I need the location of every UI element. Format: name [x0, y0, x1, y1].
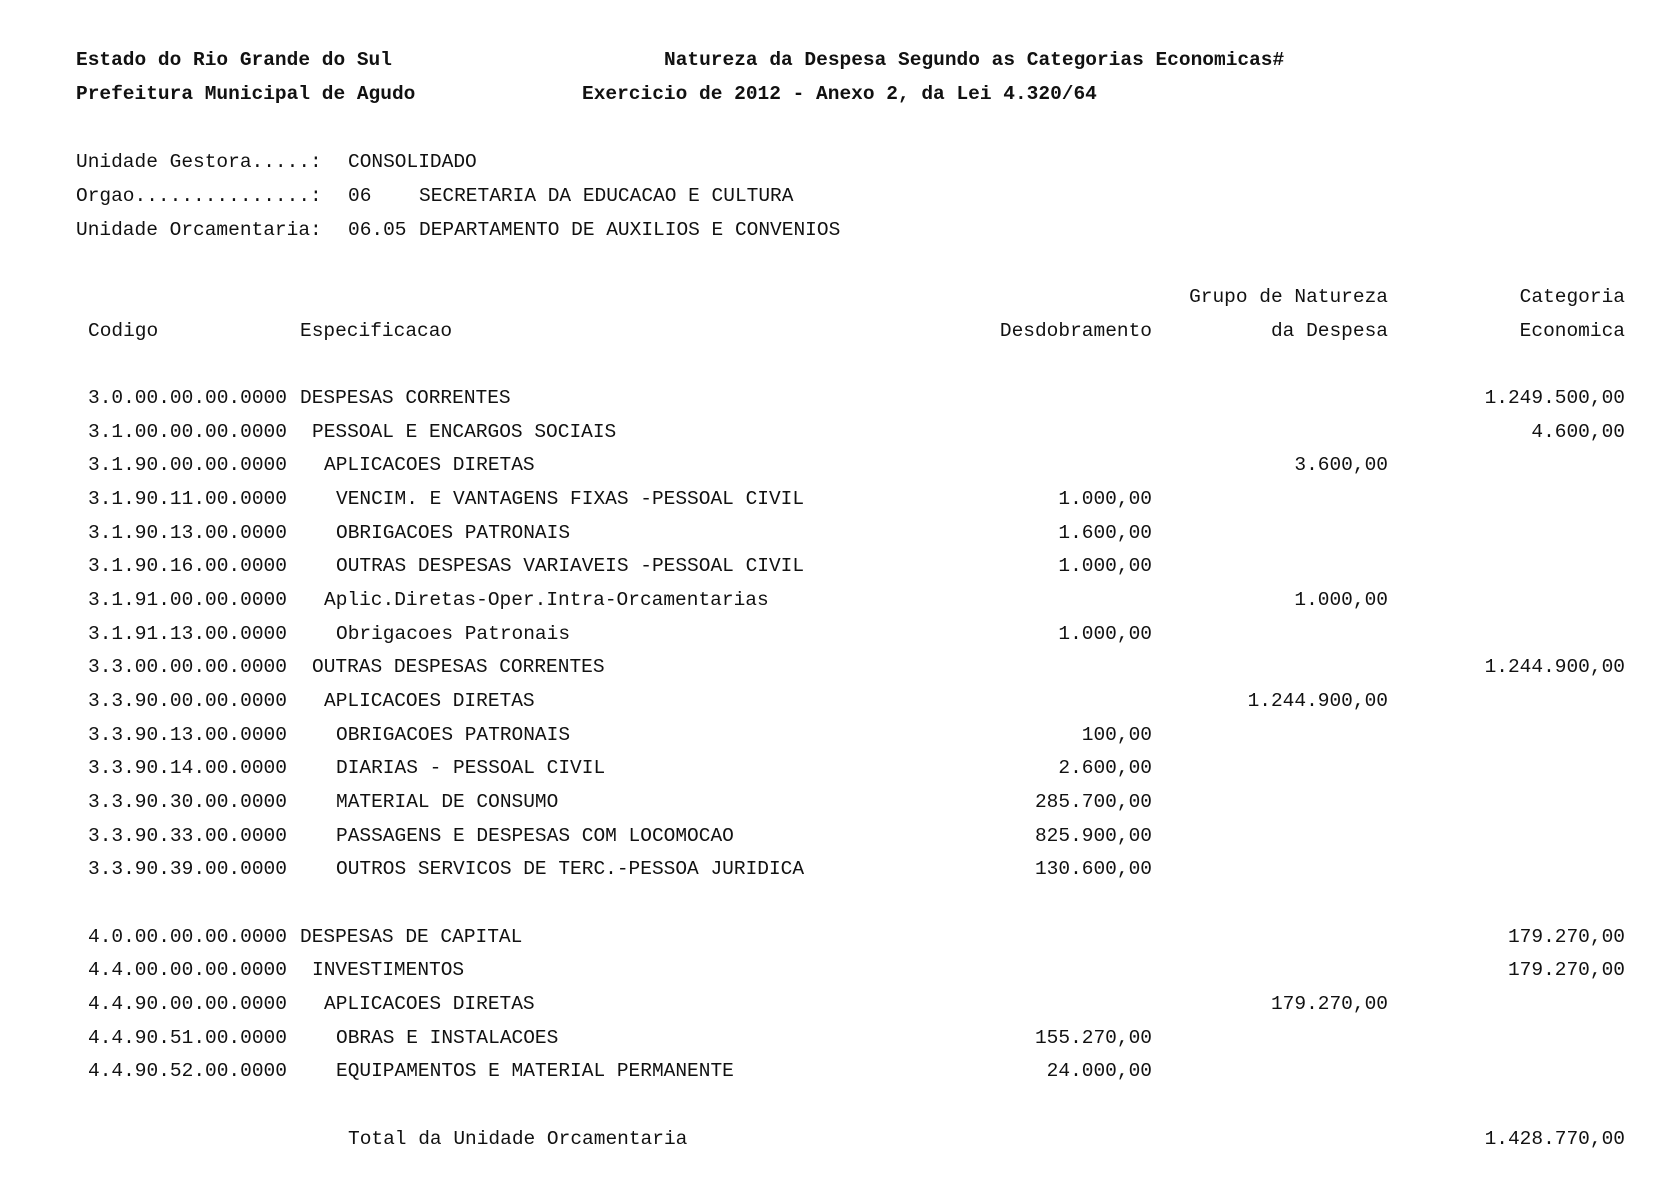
row-code: 3.1.00.00.00.0000 — [88, 420, 287, 443]
state-name: Estado do Rio Grande do Sul — [76, 49, 392, 71]
row-grupo: 179.270,00 — [1270, 993, 1388, 1016]
row-categoria: 1.249.500,00 — [1484, 387, 1625, 409]
row-code: 3.3.90.00.00.0000 — [88, 690, 287, 712]
row-code: 3.3.90.14.00.0000 — [88, 757, 287, 780]
row-categoria: 179.270,00 — [1507, 959, 1625, 982]
col-categoria-line1: Categoria — [1519, 286, 1625, 308]
row-code: 4.0.00.00.00.0000 — [88, 925, 287, 948]
col-codigo: Codigo — [88, 320, 159, 342]
col-categoria-line2: Economica — [1519, 320, 1625, 342]
row-description: Aplic.Diretas-Oper.Intra-Orcamentarias — [324, 589, 769, 611]
report-subtitle: Exercicio de 2012 - Anexo 2, da Lei 4.320/64 — [582, 83, 1097, 105]
row-desdobramento: 24.000,00 — [1046, 1060, 1152, 1083]
unidade-label: Unidade Orcamentaria: — [76, 219, 322, 241]
total-value: 1.428.770,00 — [1484, 1127, 1625, 1150]
row-description: OUTROS SERVICOS DE TERC.-PESSOA JURIDICA — [336, 858, 805, 881]
row-desdobramento: 1.600,00 — [1058, 521, 1152, 544]
gestora-label: Unidade Gestora.....: — [76, 151, 322, 173]
row-description: DESPESAS CORRENTES — [300, 387, 511, 409]
unidade-code: 06.05 — [348, 219, 407, 241]
orgao-name: SECRETARIA DA EDUCACAO E CULTURA — [419, 185, 794, 207]
row-description: PESSOAL E ENCARGOS SOCIAIS — [312, 420, 617, 443]
row-code: 3.3.90.33.00.0000 — [88, 824, 287, 847]
gestora-value: CONSOLIDADO — [348, 151, 477, 173]
row-description: OBRIGACOES PATRONAIS — [336, 521, 571, 544]
row-code: 3.1.90.13.00.0000 — [88, 521, 287, 544]
row-code: 3.0.00.00.00.0000 — [88, 387, 287, 409]
row-description: APLICACOES DIRETAS — [324, 993, 535, 1016]
row-description: APLICACOES DIRETAS — [324, 454, 535, 477]
row-desdobramento: 1.000,00 — [1058, 488, 1152, 510]
total-label: Total da Unidade Orcamentaria — [348, 1127, 688, 1150]
orgao-label: Orgao...............: — [76, 185, 322, 207]
row-desdobramento: 1.000,00 — [1058, 555, 1152, 578]
row-code: 3.1.90.11.00.0000 — [88, 488, 287, 510]
row-desdobramento: 285.700,00 — [1034, 791, 1152, 813]
row-description: PASSAGENS E DESPESAS COM LOCOMOCAO — [336, 824, 734, 847]
row-code: 4.4.90.51.00.0000 — [88, 1026, 287, 1049]
row-code: 3.1.91.13.00.0000 — [88, 622, 287, 645]
col-especificacao: Especificacao — [300, 320, 453, 342]
row-description: OUTRAS DESPESAS VARIAVEIS -PESSOAL CIVIL — [336, 555, 805, 578]
row-description: INVESTIMENTOS — [312, 959, 465, 982]
unidade-name: DEPARTAMENTO DE AUXILIOS E CONVENIOS — [419, 219, 841, 241]
row-desdobramento: 155.270,00 — [1034, 1026, 1152, 1049]
row-categoria: 179.270,00 — [1507, 925, 1625, 948]
row-grupo: 3.600,00 — [1294, 454, 1388, 477]
row-description: MATERIAL DE CONSUMO — [336, 791, 559, 813]
row-categoria: 4.600,00 — [1531, 420, 1625, 443]
row-description: DESPESAS DE CAPITAL — [300, 925, 523, 948]
row-desdobramento: 100,00 — [1081, 723, 1152, 746]
row-description: VENCIM. E VANTAGENS FIXAS -PESSOAL CIVIL — [336, 488, 805, 510]
row-code: 3.3.90.30.00.0000 — [88, 791, 287, 813]
report-title: Natureza da Despesa Segundo as Categorias Economicas# — [664, 49, 1285, 71]
row-description: OUTRAS DESPESAS CORRENTES — [312, 656, 605, 679]
row-desdobramento: 825.900,00 — [1034, 824, 1152, 847]
row-code: 3.1.91.00.00.0000 — [88, 589, 287, 611]
row-description: DIARIAS - PESSOAL CIVIL — [336, 757, 606, 780]
row-description: Obrigacoes Patronais — [336, 622, 571, 645]
row-description: EQUIPAMENTOS E MATERIAL PERMANENTE — [336, 1060, 734, 1083]
col-desdobramento: Desdobramento — [999, 320, 1152, 342]
row-code: 3.3.90.39.00.0000 — [88, 858, 287, 881]
row-grupo: 1.244.900,00 — [1247, 690, 1388, 712]
orgao-code: 06 — [348, 185, 372, 207]
row-categoria: 1.244.900,00 — [1484, 656, 1625, 679]
row-code: 4.4.90.00.00.0000 — [88, 993, 287, 1016]
row-desdobramento: 2.600,00 — [1058, 757, 1152, 780]
row-description: OBRIGACOES PATRONAIS — [336, 723, 571, 746]
municipality-name: Prefeitura Municipal de Agudo — [76, 83, 416, 105]
row-description: OBRAS E INSTALACOES — [336, 1026, 559, 1049]
row-description: APLICACOES DIRETAS — [324, 690, 535, 712]
row-desdobramento: 1.000,00 — [1058, 622, 1152, 645]
row-code: 4.4.90.52.00.0000 — [88, 1060, 287, 1083]
row-code: 4.4.00.00.00.0000 — [88, 959, 287, 982]
col-grupo-line2: da Despesa — [1270, 320, 1388, 342]
row-code: 3.3.00.00.00.0000 — [88, 656, 287, 679]
row-desdobramento: 130.600,00 — [1034, 858, 1152, 881]
row-grupo: 1.000,00 — [1294, 589, 1388, 611]
row-code: 3.1.90.00.00.0000 — [88, 454, 287, 477]
row-code: 3.3.90.13.00.0000 — [88, 723, 287, 746]
row-code: 3.1.90.16.00.0000 — [88, 555, 287, 578]
col-grupo-line1: Grupo de Natureza — [1189, 286, 1388, 308]
